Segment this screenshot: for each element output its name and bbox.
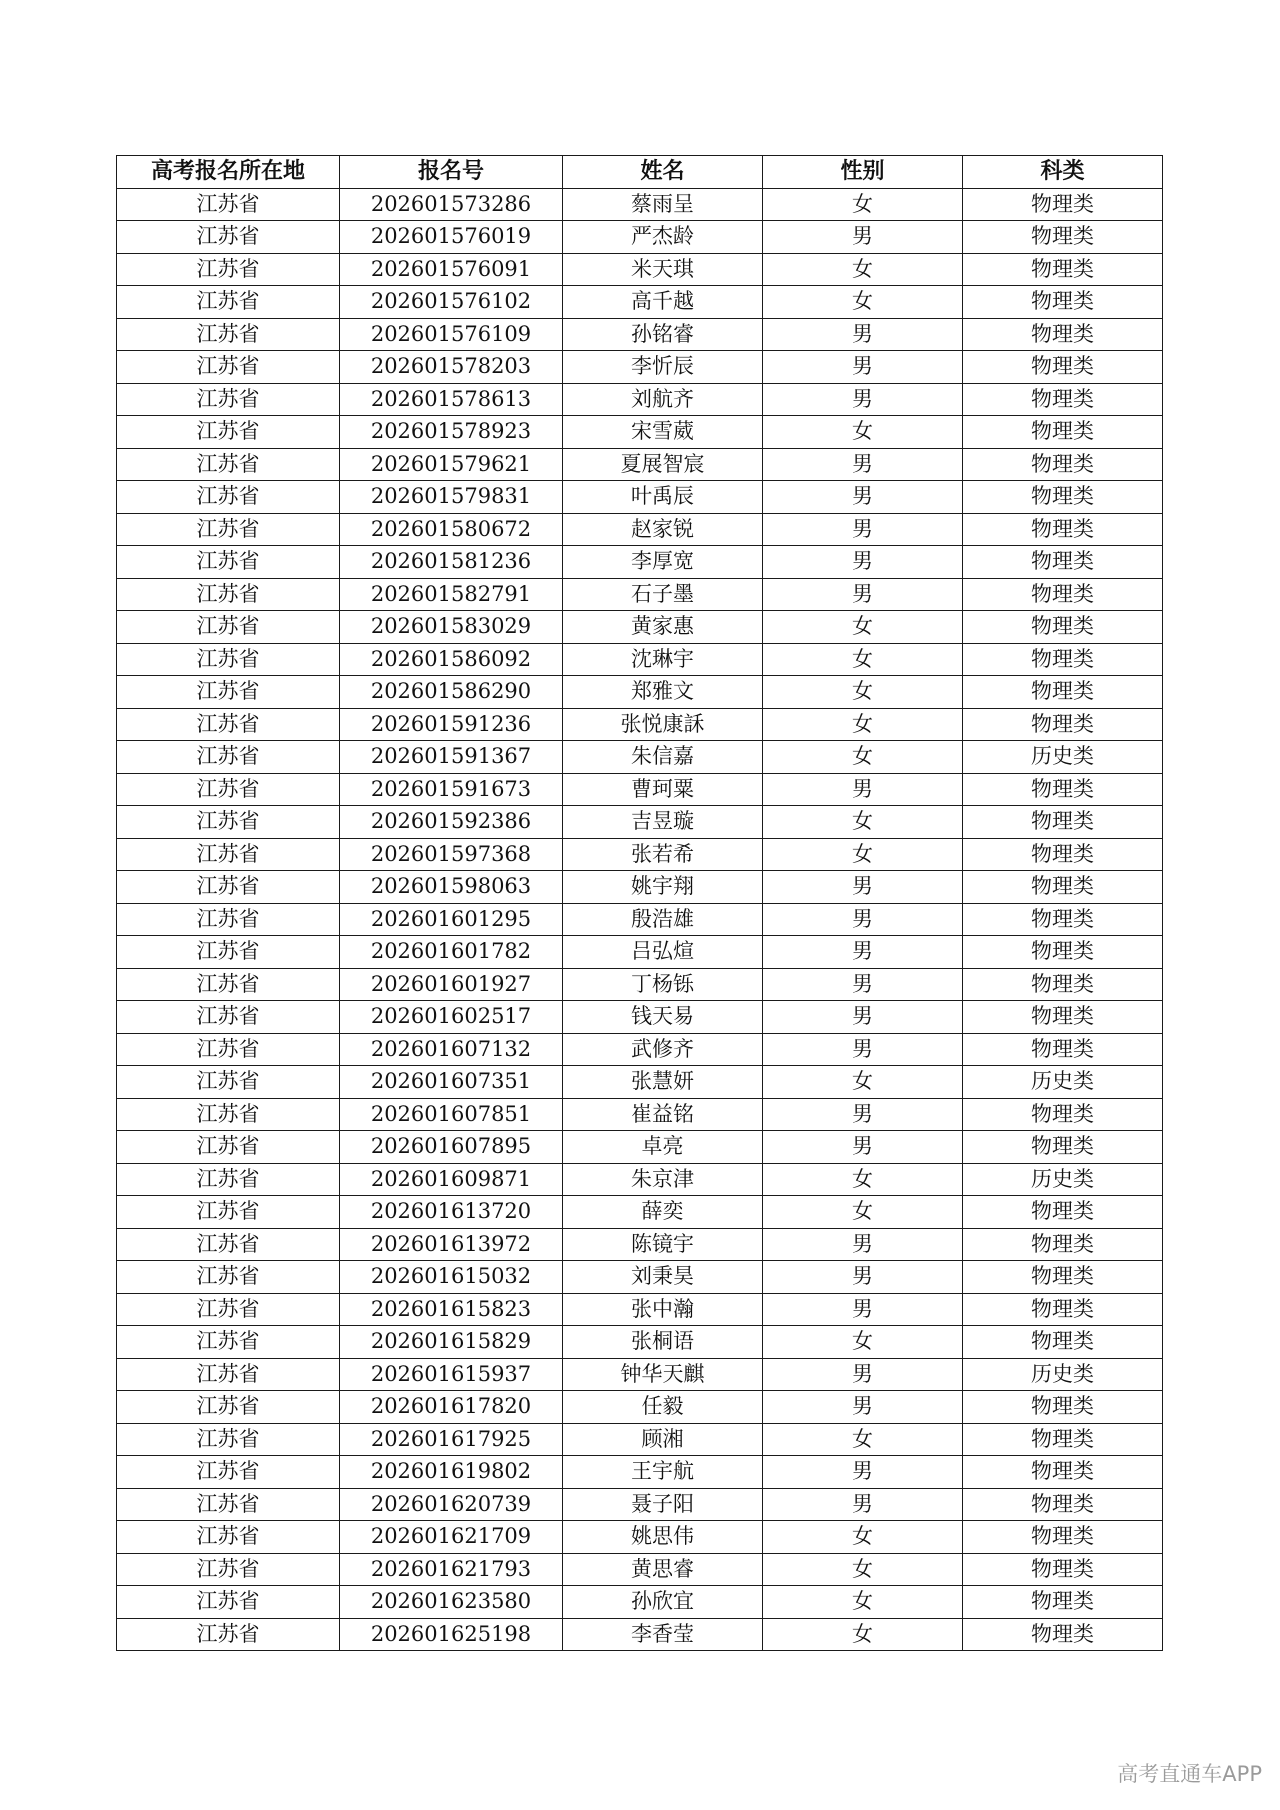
cell-gender: 女 — [763, 838, 963, 871]
cell-registration-number: 202601607351 — [340, 1066, 563, 1099]
cell-location: 江苏省 — [117, 578, 340, 611]
cell-subject-category: 物理类 — [963, 1326, 1163, 1359]
cell-subject-category: 历史类 — [963, 741, 1163, 774]
cell-location: 江苏省 — [117, 611, 340, 644]
cell-name: 孙铭睿 — [563, 318, 763, 351]
cell-subject-category: 历史类 — [963, 1163, 1163, 1196]
table-row — [117, 643, 1163, 676]
cell-name: 张悦康訸 — [563, 708, 763, 741]
cell-gender: 女 — [763, 1066, 963, 1099]
cell-location: 江苏省 — [117, 838, 340, 871]
header-registration-location: 高考报名所在地 — [117, 156, 340, 189]
cell-subject-category: 物理类 — [963, 968, 1163, 1001]
cell-location: 江苏省 — [117, 513, 340, 546]
table-row — [117, 1488, 1163, 1521]
cell-location: 江苏省 — [117, 1033, 340, 1066]
roster-table — [116, 155, 1163, 1651]
cell-gender: 女 — [763, 1586, 963, 1619]
cell-registration-number: 202601617820 — [340, 1391, 563, 1424]
cell-gender: 男 — [763, 1033, 963, 1066]
cell-name: 曹珂粟 — [563, 773, 763, 806]
cell-gender: 男 — [763, 221, 963, 254]
cell-location: 江苏省 — [117, 1586, 340, 1619]
cell-subject-category: 物理类 — [963, 188, 1163, 221]
cell-location: 江苏省 — [117, 903, 340, 936]
cell-name: 姚思伟 — [563, 1521, 763, 1554]
cell-subject-category: 物理类 — [963, 221, 1163, 254]
cell-subject-category: 物理类 — [963, 1261, 1163, 1294]
table-row — [117, 1456, 1163, 1489]
cell-subject-category: 物理类 — [963, 578, 1163, 611]
cell-subject-category: 物理类 — [963, 838, 1163, 871]
cell-gender: 男 — [763, 1131, 963, 1164]
cell-subject-category: 物理类 — [963, 1391, 1163, 1424]
cell-name: 陈镜宇 — [563, 1228, 763, 1261]
cell-name: 蔡雨呈 — [563, 188, 763, 221]
cell-registration-number: 202601601782 — [340, 936, 563, 969]
cell-name: 刘航齐 — [563, 383, 763, 416]
table-row — [117, 1553, 1163, 1586]
cell-subject-category: 物理类 — [963, 1033, 1163, 1066]
cell-subject-category: 物理类 — [963, 903, 1163, 936]
cell-subject-category: 物理类 — [963, 1131, 1163, 1164]
cell-location: 江苏省 — [117, 253, 340, 286]
table-row — [117, 871, 1163, 904]
table-row — [117, 1326, 1163, 1359]
cell-registration-number: 202601586290 — [340, 676, 563, 709]
cell-gender: 女 — [763, 1521, 963, 1554]
cell-name: 张若希 — [563, 838, 763, 871]
cell-gender: 男 — [763, 1456, 963, 1489]
cell-registration-number: 202601609871 — [340, 1163, 563, 1196]
cell-gender: 女 — [763, 708, 963, 741]
cell-subject-category: 物理类 — [963, 351, 1163, 384]
cell-location: 江苏省 — [117, 318, 340, 351]
cell-gender: 男 — [763, 383, 963, 416]
cell-registration-number: 202601620739 — [340, 1488, 563, 1521]
cell-gender: 男 — [763, 936, 963, 969]
cell-gender: 女 — [763, 611, 963, 644]
table-row — [117, 611, 1163, 644]
table-row — [117, 578, 1163, 611]
table-row — [117, 1293, 1163, 1326]
cell-registration-number: 202601597368 — [340, 838, 563, 871]
cell-gender: 男 — [763, 578, 963, 611]
table-row — [117, 286, 1163, 319]
cell-registration-number: 202601615937 — [340, 1358, 563, 1391]
cell-subject-category: 物理类 — [963, 481, 1163, 514]
cell-location: 江苏省 — [117, 676, 340, 709]
cell-registration-number: 202601613720 — [340, 1196, 563, 1229]
cell-gender: 女 — [763, 1196, 963, 1229]
cell-subject-category: 物理类 — [963, 286, 1163, 319]
cell-gender: 男 — [763, 1293, 963, 1326]
table-row — [117, 351, 1163, 384]
cell-subject-category: 物理类 — [963, 936, 1163, 969]
cell-registration-number: 202601617925 — [340, 1423, 563, 1456]
cell-location: 江苏省 — [117, 871, 340, 904]
table-row — [117, 383, 1163, 416]
cell-gender: 女 — [763, 806, 963, 839]
cell-name: 卓亮 — [563, 1131, 763, 1164]
table-row — [117, 676, 1163, 709]
cell-registration-number: 202601578613 — [340, 383, 563, 416]
table-row — [117, 1001, 1163, 1034]
table-row — [117, 188, 1163, 221]
table-row — [117, 1391, 1163, 1424]
cell-subject-category: 物理类 — [963, 611, 1163, 644]
cell-subject-category: 物理类 — [963, 1521, 1163, 1554]
cell-subject-category: 物理类 — [963, 318, 1163, 351]
cell-name: 石子墨 — [563, 578, 763, 611]
table-body — [117, 188, 1163, 1651]
cell-location: 江苏省 — [117, 481, 340, 514]
cell-location: 江苏省 — [117, 1488, 340, 1521]
cell-gender: 女 — [763, 1618, 963, 1651]
cell-location: 江苏省 — [117, 286, 340, 319]
cell-location: 江苏省 — [117, 643, 340, 676]
cell-subject-category: 物理类 — [963, 1586, 1163, 1619]
cell-location: 江苏省 — [117, 1196, 340, 1229]
cell-subject-category: 物理类 — [963, 448, 1163, 481]
cell-location: 江苏省 — [117, 1261, 340, 1294]
cell-registration-number: 202601576102 — [340, 286, 563, 319]
cell-location: 江苏省 — [117, 1618, 340, 1651]
cell-registration-number: 202601592386 — [340, 806, 563, 839]
cell-registration-number: 202601586092 — [340, 643, 563, 676]
cell-name: 聂子阳 — [563, 1488, 763, 1521]
cell-name: 李厚宽 — [563, 546, 763, 579]
cell-gender: 男 — [763, 1261, 963, 1294]
cell-registration-number: 202601615032 — [340, 1261, 563, 1294]
cell-name: 严杰龄 — [563, 221, 763, 254]
cell-location: 江苏省 — [117, 1131, 340, 1164]
cell-registration-number: 202601576019 — [340, 221, 563, 254]
cell-gender: 女 — [763, 643, 963, 676]
cell-gender: 男 — [763, 773, 963, 806]
table-row — [117, 1358, 1163, 1391]
cell-name: 殷浩雄 — [563, 903, 763, 936]
cell-gender: 女 — [763, 286, 963, 319]
cell-name: 张慧妍 — [563, 1066, 763, 1099]
table-row — [117, 1098, 1163, 1131]
cell-registration-number: 202601613972 — [340, 1228, 563, 1261]
cell-name: 任毅 — [563, 1391, 763, 1424]
cell-name: 叶禹辰 — [563, 481, 763, 514]
cell-registration-number: 202601576109 — [340, 318, 563, 351]
cell-registration-number: 202601615823 — [340, 1293, 563, 1326]
table-row — [117, 1618, 1163, 1651]
cell-registration-number: 202601619802 — [340, 1456, 563, 1489]
cell-name: 张桐语 — [563, 1326, 763, 1359]
cell-gender: 男 — [763, 871, 963, 904]
cell-name: 武修齐 — [563, 1033, 763, 1066]
table-row — [117, 1066, 1163, 1099]
table-header-row — [117, 156, 1163, 189]
cell-location: 江苏省 — [117, 416, 340, 449]
table-row — [117, 1196, 1163, 1229]
table-row — [117, 1033, 1163, 1066]
table-row — [117, 546, 1163, 579]
cell-registration-number: 202601598063 — [340, 871, 563, 904]
cell-registration-number: 202601625198 — [340, 1618, 563, 1651]
cell-registration-number: 202601623580 — [340, 1586, 563, 1619]
cell-gender: 女 — [763, 416, 963, 449]
table-row — [117, 1163, 1163, 1196]
cell-subject-category: 物理类 — [963, 1456, 1163, 1489]
cell-subject-category: 物理类 — [963, 1098, 1163, 1131]
table-row — [117, 1423, 1163, 1456]
cell-location: 江苏省 — [117, 806, 340, 839]
cell-name: 顾湘 — [563, 1423, 763, 1456]
cell-subject-category: 物理类 — [963, 1618, 1163, 1651]
table-row — [117, 838, 1163, 871]
cell-registration-number: 202601578203 — [340, 351, 563, 384]
cell-location: 江苏省 — [117, 1521, 340, 1554]
cell-name: 吕弘煊 — [563, 936, 763, 969]
cell-name: 李香莹 — [563, 1618, 763, 1651]
cell-name: 宋雪葳 — [563, 416, 763, 449]
cell-name: 王宇航 — [563, 1456, 763, 1489]
cell-location: 江苏省 — [117, 1391, 340, 1424]
cell-location: 江苏省 — [117, 1326, 340, 1359]
cell-registration-number: 202601578923 — [340, 416, 563, 449]
cell-location: 江苏省 — [117, 1001, 340, 1034]
table-row — [117, 903, 1163, 936]
table-row — [117, 1131, 1163, 1164]
cell-gender: 女 — [763, 1326, 963, 1359]
cell-location: 江苏省 — [117, 1358, 340, 1391]
cell-subject-category: 物理类 — [963, 1001, 1163, 1034]
watermark: 高考直通车APP — [1117, 1762, 1262, 1786]
cell-gender: 男 — [763, 318, 963, 351]
table-row — [117, 513, 1163, 546]
cell-gender: 男 — [763, 968, 963, 1001]
cell-gender: 女 — [763, 1553, 963, 1586]
table-row — [117, 968, 1163, 1001]
cell-registration-number: 202601573286 — [340, 188, 563, 221]
cell-location: 江苏省 — [117, 936, 340, 969]
cell-location: 江苏省 — [117, 1066, 340, 1099]
cell-subject-category: 物理类 — [963, 1488, 1163, 1521]
cell-registration-number: 202601591367 — [340, 741, 563, 774]
cell-gender: 女 — [763, 676, 963, 709]
cell-name: 钱天易 — [563, 1001, 763, 1034]
cell-name: 夏展智宸 — [563, 448, 763, 481]
cell-location: 江苏省 — [117, 1293, 340, 1326]
table-row — [117, 708, 1163, 741]
cell-gender: 女 — [763, 741, 963, 774]
table-row — [117, 806, 1163, 839]
cell-name: 吉昱璇 — [563, 806, 763, 839]
cell-location: 江苏省 — [117, 546, 340, 579]
cell-name: 赵家锐 — [563, 513, 763, 546]
cell-subject-category: 物理类 — [963, 806, 1163, 839]
cell-gender: 男 — [763, 1488, 963, 1521]
cell-name: 高千越 — [563, 286, 763, 319]
cell-registration-number: 202601582791 — [340, 578, 563, 611]
cell-location: 江苏省 — [117, 708, 340, 741]
header-subject-category: 科类 — [963, 156, 1163, 189]
cell-location: 江苏省 — [117, 741, 340, 774]
cell-registration-number: 202601621793 — [340, 1553, 563, 1586]
cell-location: 江苏省 — [117, 773, 340, 806]
cell-name: 米天琪 — [563, 253, 763, 286]
cell-gender: 男 — [763, 546, 963, 579]
cell-name: 崔益铭 — [563, 1098, 763, 1131]
cell-registration-number: 202601579621 — [340, 448, 563, 481]
cell-subject-category: 物理类 — [963, 773, 1163, 806]
cell-subject-category: 物理类 — [963, 416, 1163, 449]
cell-subject-category: 物理类 — [963, 676, 1163, 709]
cell-name: 姚宇翔 — [563, 871, 763, 904]
table-row — [117, 416, 1163, 449]
cell-gender: 女 — [763, 253, 963, 286]
table-row — [117, 481, 1163, 514]
cell-registration-number: 202601607851 — [340, 1098, 563, 1131]
header-name: 姓名 — [563, 156, 763, 189]
cell-registration-number: 202601583029 — [340, 611, 563, 644]
cell-location: 江苏省 — [117, 1456, 340, 1489]
table-row — [117, 1521, 1163, 1554]
header-gender: 性别 — [763, 156, 963, 189]
cell-gender: 男 — [763, 1001, 963, 1034]
cell-name: 张中瀚 — [563, 1293, 763, 1326]
cell-registration-number: 202601580672 — [340, 513, 563, 546]
cell-name: 薛奕 — [563, 1196, 763, 1229]
cell-gender: 女 — [763, 1163, 963, 1196]
table-row — [117, 221, 1163, 254]
cell-registration-number: 202601576091 — [340, 253, 563, 286]
cell-gender: 男 — [763, 903, 963, 936]
cell-registration-number: 202601607895 — [340, 1131, 563, 1164]
cell-subject-category: 物理类 — [963, 643, 1163, 676]
table-row — [117, 448, 1163, 481]
cell-subject-category: 物理类 — [963, 708, 1163, 741]
cell-location: 江苏省 — [117, 351, 340, 384]
cell-name: 郑雅文 — [563, 676, 763, 709]
cell-registration-number: 202601615829 — [340, 1326, 563, 1359]
cell-subject-category: 物理类 — [963, 546, 1163, 579]
cell-gender: 男 — [763, 448, 963, 481]
cell-name: 朱京津 — [563, 1163, 763, 1196]
cell-gender: 女 — [763, 1423, 963, 1456]
table-row — [117, 318, 1163, 351]
cell-registration-number: 202601621709 — [340, 1521, 563, 1554]
cell-subject-category: 物理类 — [963, 383, 1163, 416]
cell-name: 孙欣宜 — [563, 1586, 763, 1619]
cell-registration-number: 202601602517 — [340, 1001, 563, 1034]
table-row — [117, 1228, 1163, 1261]
header-registration-number: 报名号 — [340, 156, 563, 189]
cell-subject-category: 物理类 — [963, 1293, 1163, 1326]
cell-subject-category: 物理类 — [963, 1196, 1163, 1229]
table-row — [117, 253, 1163, 286]
cell-gender: 女 — [763, 188, 963, 221]
cell-gender: 男 — [763, 1228, 963, 1261]
cell-registration-number: 202601607132 — [340, 1033, 563, 1066]
cell-subject-category: 物理类 — [963, 1553, 1163, 1586]
cell-location: 江苏省 — [117, 1553, 340, 1586]
cell-registration-number: 202601601295 — [340, 903, 563, 936]
cell-gender: 男 — [763, 513, 963, 546]
table-row — [117, 936, 1163, 969]
cell-subject-category: 物理类 — [963, 871, 1163, 904]
cell-registration-number: 202601581236 — [340, 546, 563, 579]
table-row — [117, 1261, 1163, 1294]
cell-location: 江苏省 — [117, 221, 340, 254]
cell-location: 江苏省 — [117, 383, 340, 416]
cell-location: 江苏省 — [117, 448, 340, 481]
cell-subject-category: 历史类 — [963, 1358, 1163, 1391]
cell-registration-number: 202601591236 — [340, 708, 563, 741]
table-row — [117, 773, 1163, 806]
cell-location: 江苏省 — [117, 1098, 340, 1131]
cell-location: 江苏省 — [117, 1163, 340, 1196]
cell-subject-category: 物理类 — [963, 1228, 1163, 1261]
cell-name: 沈琳宇 — [563, 643, 763, 676]
cell-gender: 男 — [763, 1098, 963, 1131]
cell-location: 江苏省 — [117, 1228, 340, 1261]
cell-name: 李忻辰 — [563, 351, 763, 384]
cell-gender: 男 — [763, 351, 963, 384]
cell-location: 江苏省 — [117, 1423, 340, 1456]
cell-name: 钟华天麒 — [563, 1358, 763, 1391]
cell-location: 江苏省 — [117, 968, 340, 1001]
cell-gender: 男 — [763, 1391, 963, 1424]
table-row — [117, 741, 1163, 774]
cell-name: 朱信嘉 — [563, 741, 763, 774]
cell-subject-category: 物理类 — [963, 1423, 1163, 1456]
cell-subject-category: 历史类 — [963, 1066, 1163, 1099]
cell-gender: 男 — [763, 481, 963, 514]
table-row — [117, 1586, 1163, 1619]
cell-subject-category: 物理类 — [963, 513, 1163, 546]
cell-name: 黄家惠 — [563, 611, 763, 644]
cell-name: 丁杨铄 — [563, 968, 763, 1001]
cell-subject-category: 物理类 — [963, 253, 1163, 286]
cell-registration-number: 202601579831 — [340, 481, 563, 514]
cell-registration-number: 202601591673 — [340, 773, 563, 806]
cell-name: 黄思睿 — [563, 1553, 763, 1586]
cell-location: 江苏省 — [117, 188, 340, 221]
cell-name: 刘秉昊 — [563, 1261, 763, 1294]
cell-registration-number: 202601601927 — [340, 968, 563, 1001]
cell-gender: 男 — [763, 1358, 963, 1391]
